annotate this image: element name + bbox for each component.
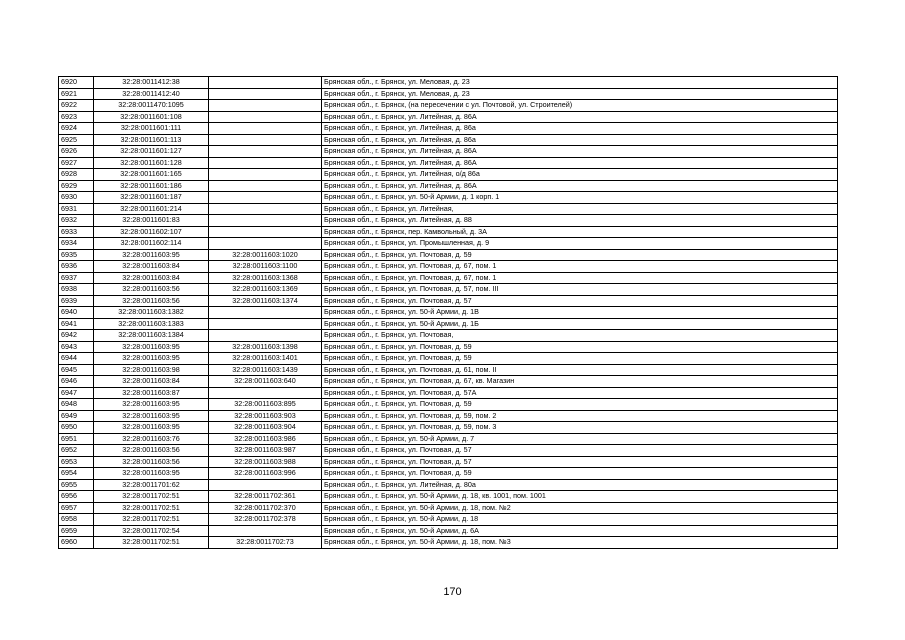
address-cell: Брянская обл., г. Брянск, ул. Почтовая, д. 59, пом. 2 [322,410,838,422]
cadastral-number-cell: 32:28:0011603:84 [94,376,209,388]
cadastral-number-cell: 32:28:0011470:1095 [94,100,209,112]
address-cell: Брянская обл., г. Брянск, ул. 50-й Армии, д. 7 [322,433,838,445]
table-row [59,468,838,480]
table-row [59,399,838,411]
table-row [59,169,838,181]
object-cadastral-number-cell: 32:28:0011603:895 [209,399,322,411]
cadastral-number-cell: 32:28:0011603:95 [94,410,209,422]
object-cadastral-number-cell [209,203,322,215]
cadastral-number-cell: 32:28:0011603:95 [94,249,209,261]
row-number-cell: 6950 [59,422,94,434]
table-row [59,456,838,468]
object-cadastral-number-cell: 32:28:0011603:1398 [209,341,322,353]
table-row [59,238,838,250]
row-number-cell: 6922 [59,100,94,112]
cadastral-number-cell: 32:28:0011601:113 [94,134,209,146]
object-cadastral-number-cell [209,88,322,100]
table-row [59,203,838,215]
address-cell: Брянская обл., г. Брянск, ул. 50-й Армии, д. 18, пом. №2 [322,502,838,514]
table-row [59,226,838,238]
object-cadastral-number-cell [209,134,322,146]
address-cell: Брянская обл., г. Брянск, ул. Почтовая, д. 57 [322,295,838,307]
cadastral-number-cell: 32:28:0011602:107 [94,226,209,238]
object-cadastral-number-cell: 32:28:0011603:1374 [209,295,322,307]
cadastral-number-cell: 32:28:0011702:51 [94,514,209,526]
table-row [59,146,838,158]
object-cadastral-number-cell: 32:28:0011702:378 [209,514,322,526]
table-row [59,353,838,365]
address-cell: Брянская обл., г. Брянск, ул. 50-й Армии, д. 18 [322,514,838,526]
cadastral-number-cell: 32:28:0011603:56 [94,284,209,296]
address-cell: Брянская обл., г. Брянск, ул. 50-й Армии, д. 1В [322,307,838,319]
address-cell: Брянская обл., г. Брянск, ул. Литейная, д. 86А [322,157,838,169]
table-row [59,341,838,353]
object-cadastral-number-cell: 32:28:0011603:1401 [209,353,322,365]
cadastral-number-cell: 32:28:0011602:114 [94,238,209,250]
row-number-cell: 6946 [59,376,94,388]
object-cadastral-number-cell [209,330,322,342]
row-number-cell: 6931 [59,203,94,215]
object-cadastral-number-cell: 32:28:0011603:904 [209,422,322,434]
object-cadastral-number-cell [209,123,322,135]
row-number-cell: 6959 [59,525,94,537]
table-row [59,410,838,422]
cadastral-number-cell: 32:28:0011412:40 [94,88,209,100]
row-number-cell: 6928 [59,169,94,181]
object-cadastral-number-cell [209,192,322,204]
cadastral-number-cell: 32:28:0011603:95 [94,422,209,434]
registry-table [58,76,838,549]
address-cell: Брянская обл., г. Брянск, ул. 50-й Армии, д. 1 корп. 1 [322,192,838,204]
object-cadastral-number-cell: 32:28:0011603:988 [209,456,322,468]
object-cadastral-number-cell: 32:28:0011603:903 [209,410,322,422]
address-cell: Брянская обл., г. Брянск, ул. 50-й Армии, д. 18, пом. №3 [322,537,838,549]
object-cadastral-number-cell [209,479,322,491]
row-number-cell: 6927 [59,157,94,169]
cadastral-number-cell: 32:28:0011601:83 [94,215,209,227]
address-cell: Брянская обл., г. Брянск, ул. Почтовая, [322,330,838,342]
object-cadastral-number-cell [209,169,322,181]
row-number-cell: 6945 [59,364,94,376]
cadastral-number-cell: 32:28:0011702:51 [94,537,209,549]
address-cell: Брянская обл., г. Брянск, ул. Литейная, д. 86А [322,111,838,123]
address-cell: Брянская обл., г. Брянск, ул. Почтовая, д. 59 [322,468,838,480]
table-row [59,514,838,526]
table-row [59,88,838,100]
cadastral-number-cell: 32:28:0011601:186 [94,180,209,192]
address-cell: Брянская обл., г. Брянск, ул. Литейная, д. 80а [322,479,838,491]
table-row [59,284,838,296]
object-cadastral-number-cell [209,157,322,169]
row-number-cell: 6930 [59,192,94,204]
object-cadastral-number-cell [209,77,322,89]
cadastral-number-cell: 32:28:0011601:127 [94,146,209,158]
table-row [59,111,838,123]
table-row [59,502,838,514]
address-cell: Брянская обл., г. Брянск, ул. Литейная, д. 86а [322,123,838,135]
address-cell: Брянская обл., г. Брянск, ул. Литейная, д. 86А [322,180,838,192]
table-row [59,537,838,549]
address-cell: Брянская обл., г. Брянск, ул. 50-й Армии, д. 18, кв. 1001, пом. 1001 [322,491,838,503]
cadastral-number-cell: 32:28:0011601:187 [94,192,209,204]
cadastral-number-cell: 32:28:0011603:95 [94,341,209,353]
object-cadastral-number-cell: 32:28:0011603:1020 [209,249,322,261]
row-number-cell: 6947 [59,387,94,399]
cadastral-number-cell: 32:28:0011603:87 [94,387,209,399]
object-cadastral-number-cell: 32:28:0011603:986 [209,433,322,445]
table-row [59,157,838,169]
table-row [59,525,838,537]
object-cadastral-number-cell: 32:28:0011702:370 [209,502,322,514]
table-row [59,192,838,204]
table-row [59,295,838,307]
row-number-cell: 6951 [59,433,94,445]
address-cell: Брянская обл., г. Брянск, ул. Литейная, о/д 86а [322,169,838,181]
object-cadastral-number-cell: 32:28:0011603:640 [209,376,322,388]
object-cadastral-number-cell: 32:28:0011603:1369 [209,284,322,296]
object-cadastral-number-cell [209,307,322,319]
row-number-cell: 6933 [59,226,94,238]
table-row [59,387,838,399]
row-number-cell: 6925 [59,134,94,146]
cadastral-number-cell: 32:28:0011412:38 [94,77,209,89]
table-row [59,364,838,376]
address-cell: Брянская обл., г. Брянск, ул. Меловая, д. 23 [322,77,838,89]
address-cell: Брянская обл., г. Брянск, ул. 50-й Армии, д. 6А [322,525,838,537]
table-row [59,491,838,503]
row-number-cell: 6942 [59,330,94,342]
row-number-cell: 6934 [59,238,94,250]
cadastral-number-cell: 32:28:0011601:165 [94,169,209,181]
object-cadastral-number-cell [209,180,322,192]
address-cell: Брянская обл., г. Брянск, ул. Почтовая, д. 57А [322,387,838,399]
row-number-cell: 6958 [59,514,94,526]
row-number-cell: 6923 [59,111,94,123]
cadastral-number-cell: 32:28:0011603:84 [94,272,209,284]
cadastral-number-cell: 32:28:0011601:108 [94,111,209,123]
page-number: 170 [443,586,462,598]
cadastral-number-cell: 32:28:0011603:84 [94,261,209,273]
object-cadastral-number-cell [209,318,322,330]
cadastral-number-cell: 32:28:0011702:51 [94,491,209,503]
address-cell: Брянская обл., г. Брянск, ул. Почтовая, д. 59, пом. 3 [322,422,838,434]
address-cell: Брянская обл., г. Брянск, ул. Литейная, д. 88 [322,215,838,227]
address-cell: Брянская обл., г. Брянск, ул. Почтовая, д. 59 [322,399,838,411]
cadastral-number-cell: 32:28:0011603:95 [94,399,209,411]
object-cadastral-number-cell: 32:28:0011603:996 [209,468,322,480]
row-number-cell: 6938 [59,284,94,296]
table-row [59,318,838,330]
table-row [59,376,838,388]
address-cell: Брянская обл., г. Брянск, ул. Почтовая, д. 59 [322,353,838,365]
row-number-cell: 6940 [59,307,94,319]
cadastral-number-cell: 32:28:0011603:1382 [94,307,209,319]
object-cadastral-number-cell [209,111,322,123]
address-cell: Брянская обл., г. Брянск, ул. Почтовая, д. 67, кв. Магазин [322,376,838,388]
object-cadastral-number-cell [209,525,322,537]
row-number-cell: 6955 [59,479,94,491]
object-cadastral-number-cell [209,387,322,399]
row-number-cell: 6948 [59,399,94,411]
object-cadastral-number-cell: 32:28:0011603:987 [209,445,322,457]
cadastral-number-cell: 32:28:0011603:56 [94,445,209,457]
address-cell: Брянская обл., г. Брянск, ул. Промышленная, д. 9 [322,238,838,250]
cadastral-number-cell: 32:28:0011603:95 [94,468,209,480]
row-number-cell: 6943 [59,341,94,353]
object-cadastral-number-cell [209,238,322,250]
table-row [59,445,838,457]
cadastral-number-cell: 32:28:0011702:54 [94,525,209,537]
object-cadastral-number-cell [209,146,322,158]
table-row [59,433,838,445]
row-number-cell: 6924 [59,123,94,135]
address-cell: Брянская обл., г. Брянск, ул. Литейная, д. 86А [322,146,838,158]
table-row [59,422,838,434]
address-cell: Брянская обл., г. Брянск, ул. Литейная, [322,203,838,215]
row-number-cell: 6929 [59,180,94,192]
address-cell: Брянская обл., г. Брянск, пер. Камвольный, д. 3А [322,226,838,238]
table-row [59,100,838,112]
object-cadastral-number-cell [209,226,322,238]
row-number-cell: 6949 [59,410,94,422]
address-cell: Брянская обл., г. Брянск, ул. Почтовая, д. 67, пом. 1 [322,261,838,273]
cadastral-number-cell: 32:28:0011601:214 [94,203,209,215]
cadastral-number-cell: 32:28:0011603:1384 [94,330,209,342]
address-cell: Брянская обл., г. Брянск, ул. Почтовая, д. 57 [322,445,838,457]
address-cell: Брянская обл., г. Брянск, ул. Литейная, д. 86а [322,134,838,146]
row-number-cell: 6944 [59,353,94,365]
address-cell: Брянская обл., г. Брянск, ул. Почтовая, д. 57, пом. III [322,284,838,296]
row-number-cell: 6956 [59,491,94,503]
row-number-cell: 6953 [59,456,94,468]
row-number-cell: 6920 [59,77,94,89]
table-row [59,261,838,273]
address-cell: Брянская обл., г. Брянск, ул. Почтовая, д. 57 [322,456,838,468]
object-cadastral-number-cell: 32:28:0011702:73 [209,537,322,549]
row-number-cell: 6926 [59,146,94,158]
table-row [59,77,838,89]
object-cadastral-number-cell: 32:28:0011603:1100 [209,261,322,273]
row-number-cell: 6960 [59,537,94,549]
cadastral-number-cell: 32:28:0011603:98 [94,364,209,376]
object-cadastral-number-cell: 32:28:0011603:1368 [209,272,322,284]
row-number-cell: 6939 [59,295,94,307]
object-cadastral-number-cell: 32:28:0011603:1439 [209,364,322,376]
row-number-cell: 6932 [59,215,94,227]
cadastral-number-cell: 32:28:0011601:111 [94,123,209,135]
cadastral-number-cell: 32:28:0011701:62 [94,479,209,491]
row-number-cell: 6941 [59,318,94,330]
address-cell: Брянская обл., г. Брянск, (на пересечении с ул. Почтовой, ул. Строителей) [322,100,838,112]
table-row [59,249,838,261]
cadastral-number-cell: 32:28:0011601:128 [94,157,209,169]
object-cadastral-number-cell [209,100,322,112]
cadastral-number-cell: 32:28:0011603:56 [94,295,209,307]
cadastral-number-cell: 32:28:0011603:56 [94,456,209,468]
cadastral-number-cell: 32:28:0011603:1383 [94,318,209,330]
row-number-cell: 6921 [59,88,94,100]
table-row [59,307,838,319]
table-row [59,215,838,227]
address-cell: Брянская обл., г. Брянск, ул. Меловая, д. 23 [322,88,838,100]
cadastral-number-cell: 32:28:0011702:51 [94,502,209,514]
cadastral-number-cell: 32:28:0011603:76 [94,433,209,445]
table-row [59,479,838,491]
row-number-cell: 6936 [59,261,94,273]
table-row [59,123,838,135]
row-number-cell: 6935 [59,249,94,261]
address-cell: Брянская обл., г. Брянск, ул. Почтовая, д. 59 [322,341,838,353]
table-row [59,180,838,192]
object-cadastral-number-cell: 32:28:0011702:361 [209,491,322,503]
cadastral-number-cell: 32:28:0011603:95 [94,353,209,365]
address-cell: Брянская обл., г. Брянск, ул. Почтовая, д. 67, пом. 1 [322,272,838,284]
registry-body [59,77,838,549]
object-cadastral-number-cell [209,215,322,227]
address-cell: Брянская обл., г. Брянск, ул. Почтовая, д. 59 [322,249,838,261]
table-row [59,272,838,284]
row-number-cell: 6937 [59,272,94,284]
address-cell: Брянская обл., г. Брянск, ул. 50-й Армии, д. 1Б [322,318,838,330]
row-number-cell: 6952 [59,445,94,457]
row-number-cell: 6954 [59,468,94,480]
table-row [59,330,838,342]
address-cell: Брянская обл., г. Брянск, ул. Почтовая, д. 61, пом. II [322,364,838,376]
table-row [59,134,838,146]
row-number-cell: 6957 [59,502,94,514]
